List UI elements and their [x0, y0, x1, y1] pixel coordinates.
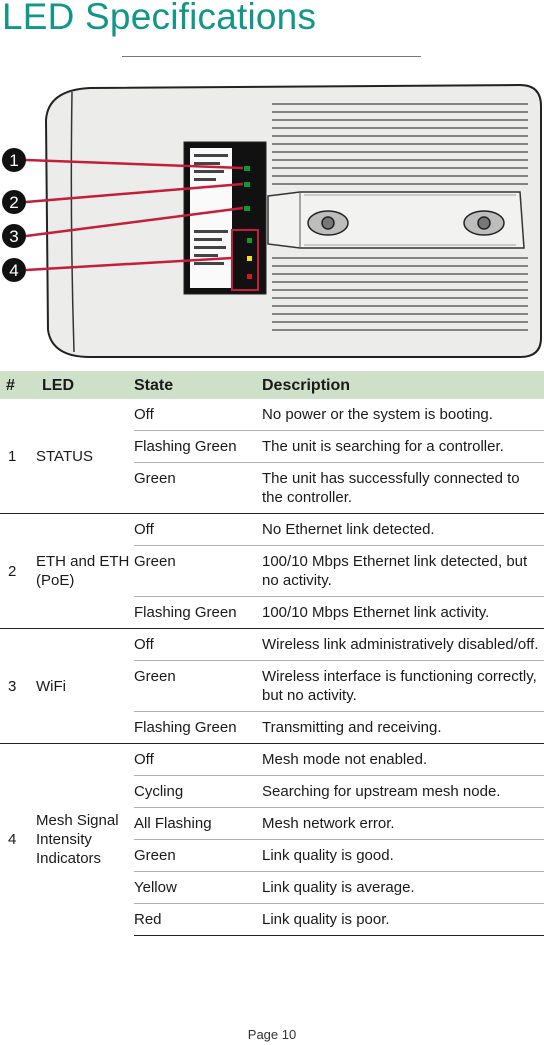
svg-text:1: 1: [9, 151, 19, 170]
header-led: LED: [36, 371, 134, 399]
led-description: Mesh mode not enabled.: [262, 744, 544, 776]
table-row: [0, 514, 544, 546]
led-state: Green: [134, 661, 262, 712]
led-description: Wireless interface is functioning correctly, but no activity.: [262, 661, 544, 712]
table-row: [0, 399, 544, 431]
led-description: Transmitting and receiving.: [262, 712, 544, 744]
led-number: 4: [0, 744, 36, 936]
led-state: Green: [134, 546, 262, 597]
led-name: Mesh Signal Intensity Indicators: [36, 744, 134, 936]
table-row: [0, 629, 544, 661]
table-row: [0, 744, 544, 776]
led-state: Cycling: [134, 776, 262, 808]
page-number: Page 10: [247, 1027, 297, 1042]
led-state: Flashing Green: [134, 597, 262, 629]
led-state: Flashing Green: [134, 431, 262, 463]
led-state: Flashing Green: [134, 712, 262, 744]
led-description: Mesh network error.: [262, 808, 544, 840]
led-description: The unit has successfully connected to the controller.: [262, 463, 544, 514]
led-number: 2: [0, 514, 36, 629]
svg-text:3: 3: [9, 227, 19, 246]
led-description: Searching for upstream mesh node.: [262, 776, 544, 808]
callout-1: [2, 148, 26, 172]
led-state: Green: [134, 840, 262, 872]
led-state: Yellow: [134, 872, 262, 904]
led-description: 100/10 Mbps Ethernet link activity.: [262, 597, 544, 629]
led-spec-table: [0, 371, 544, 936]
led-number: 1: [8, 447, 17, 465]
header-state: State: [134, 371, 262, 399]
led-name: STATUS: [36, 447, 93, 465]
led-name: WiFi: [36, 629, 134, 744]
led-state: Red: [134, 904, 262, 936]
led-description: Link quality is average.: [262, 872, 544, 904]
led-state: Green: [134, 463, 262, 514]
led-state: All Flashing: [134, 808, 262, 840]
led-number: 3: [0, 629, 36, 744]
led-status: [244, 166, 250, 171]
table-header-row: [0, 371, 544, 399]
led-eth: [244, 182, 250, 187]
led-description: No power or the system is booting.: [262, 406, 493, 423]
callout-3: [2, 224, 26, 248]
led-description: Wireless link administratively disabled/off.: [262, 629, 544, 661]
device-illustration: [0, 80, 544, 360]
led-mesh-yellow: [247, 256, 252, 261]
page-title: LED Specifications: [2, 0, 317, 37]
led-description: Link quality is poor.: [262, 904, 544, 936]
led-name: ETH and ETH (PoE): [36, 514, 134, 629]
led-description: The unit is searching for a controller.: [262, 431, 544, 463]
led-state: Off: [134, 514, 262, 546]
keyhole-left: [308, 211, 348, 235]
led-state: Off: [134, 406, 154, 423]
header-num: #: [0, 371, 36, 399]
led-wifi: [244, 206, 250, 211]
callout-2: [2, 190, 26, 214]
led-mesh-red: [247, 274, 252, 279]
led-state: Off: [134, 629, 262, 661]
keyhole-right: [464, 211, 504, 235]
led-description: 100/10 Mbps Ethernet link detected, but no activity.: [262, 546, 544, 597]
led-description: No Ethernet link detected.: [262, 514, 544, 546]
callout-4: [2, 258, 26, 282]
svg-text:4: 4: [9, 261, 19, 280]
svg-text:2: 2: [9, 193, 19, 212]
led-description: Link quality is good.: [262, 840, 544, 872]
led-state: Off: [134, 744, 262, 776]
led-mesh-green: [247, 238, 252, 243]
title-rule: [122, 56, 421, 57]
header-description: Description: [262, 371, 544, 399]
